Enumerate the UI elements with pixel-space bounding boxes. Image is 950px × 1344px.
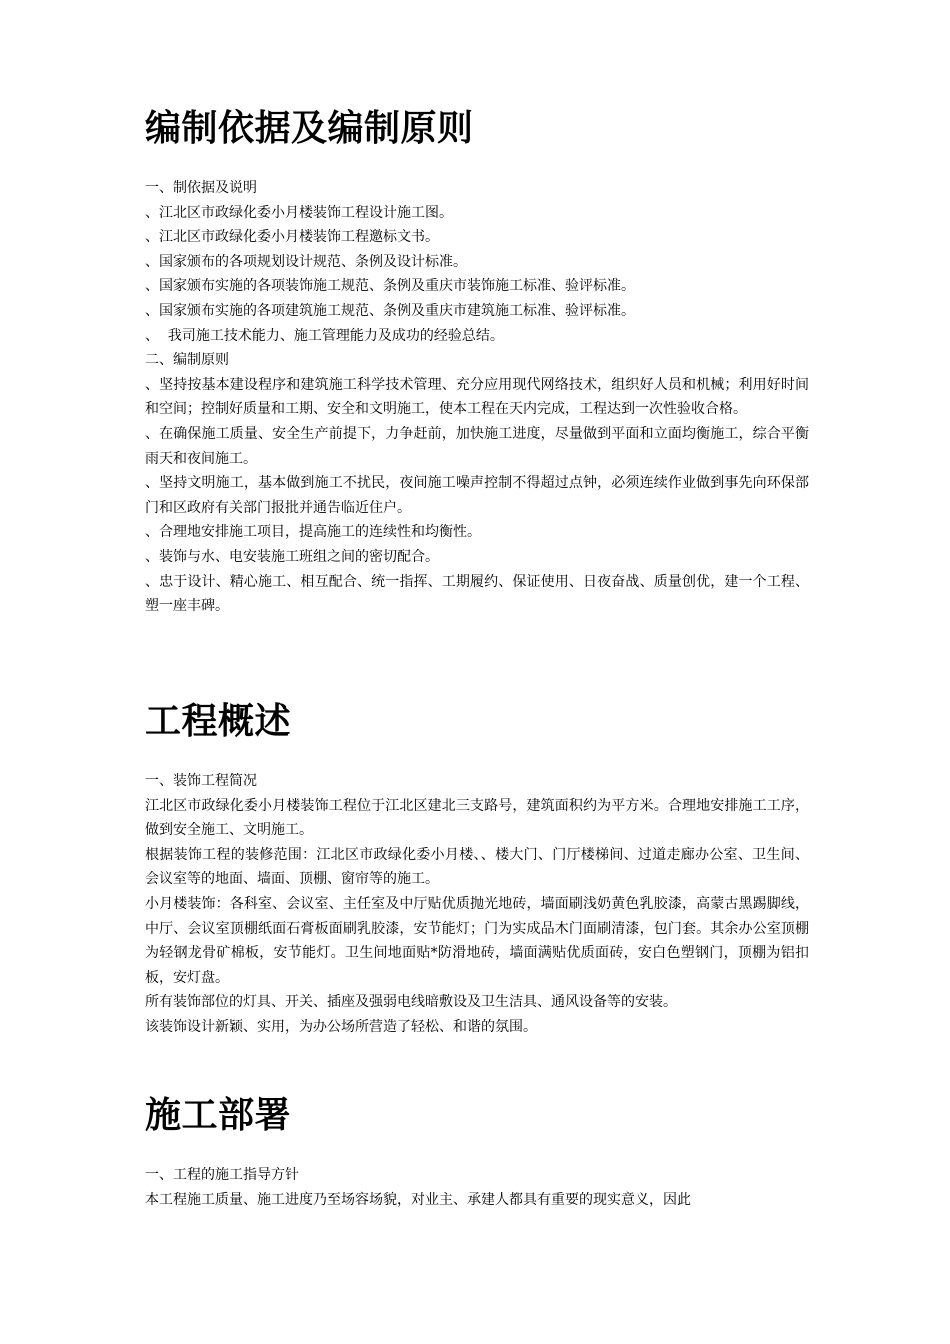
section-construction-deployment	[145, 1093, 809, 1212]
paragraph: 本工程施工质量、施工进度乃至场容场貌，对业主、承建人都具有重要的现实意义，因此	[145, 1191, 691, 1208]
paragraph: 江北区市政绿化委小月楼装饰工程位于江北区建北三支路号，建筑面积约为平方米。合理地安排施工工序，做到安全施工、文明施工。	[145, 797, 809, 839]
paragraph: 该装饰设计新颖、实用，为办公场所营造了轻松、和谐的氛围。	[145, 1018, 537, 1035]
paragraph: 、忠于设计、精心施工、相互配合、统一指挥、工期履约、保证使用、日夜奋战、质量创优，建一个工程、塑一座丰碑。	[145, 573, 809, 615]
paragraph: 、坚持按基本建设程序和建筑施工科学技术管理、充分应用现代网络技术，组织好人员和机械；利用好时间和空间；控制好质量和工期、安全和文明施工，使本工程在天内完成，工程达到一次性验收合格。	[145, 376, 809, 418]
paragraph: 、国家颁布实施的各项建筑施工规范、条例及重庆市建筑施工标准、验评标准。	[145, 302, 635, 319]
section-body	[145, 176, 809, 619]
paragraph: 、坚持文明施工，基本做到施工不扰民，夜间施工噪声控制不得超过点钟，必须连续作业做到事先向环保部门和区政府有关部门报批并通告临近住户。	[145, 475, 809, 516]
paragraph: 、江北区市政绿化委小月楼装饰工程设计施工图。	[145, 204, 453, 221]
paragraph: 所有装饰部位的灯具、开关、插座及强弱电线暗敷设及卫生洁具、通风设备等的安装。	[145, 994, 677, 1011]
section-heading: 工程概述	[145, 700, 292, 742]
paragraph: 、装饰与水、电安装施工班组之间的密切配合。	[145, 548, 439, 565]
paragraph: 、江北区市政绿化委小月楼装饰工程邀标文书。	[145, 229, 439, 246]
section-heading: 编制依据及编制原则	[145, 107, 474, 149]
paragraph: 、合理地安排施工项目，提高施工的连续性和均衡性。	[145, 524, 481, 541]
section-compilation-basis	[145, 106, 809, 619]
paragraph: 一、制依据及说明	[145, 180, 257, 196]
paragraph: 、 我司施工技术能力、施工管理能力及成功的经验总结。	[145, 327, 504, 344]
paragraph: 小月楼装饰：各科室、会议室、主任室及中厅贴优质抛光地砖，墙面刷浅奶黄色乳胶漆，高蒙古黑踢脚线，中厅、会议室顶棚纸面石膏板面刷乳胶漆，安节能灯；门为实成品木门面刷清漆，包门套。其余办公室顶棚为轻钢龙骨矿棉板，安节能灯。卫生间地面贴*防滑地砖，墙面满贴优质面砖，安白色塑钢门，顶棚为铝扣板，安灯盘。	[145, 895, 809, 986]
paragraph: 、国家颁布的各项规划设计规范、条例及设计标准。	[145, 253, 467, 270]
paragraph: 根据装饰工程的装修范围：江北区市政绿化委小月楼、、楼大门、门厅楼梯间、过道走廊办公室、卫生间、会议室等的地面、墙面、顶棚、窗帘等的施工。	[145, 846, 809, 888]
paragraph: 、国家颁布实施的各项装饰施工规范、条例及重庆市装饰施工标准、验评标准。	[145, 278, 635, 295]
paragraph: 、在确保施工质量、安全生产前提下，力争赶前，加快施工进度，尽量做到平面和立面均衡施工，综合平衡雨天和夜间施工。	[145, 425, 809, 467]
section-project-overview	[145, 699, 809, 1040]
paragraph: 一、工程的施工指导方针	[145, 1167, 299, 1183]
paragraph: 二、编制原则	[145, 352, 229, 369]
section-body	[145, 769, 809, 1040]
section-body	[145, 1163, 809, 1212]
paragraph: 一、装饰工程简况	[145, 773, 257, 789]
section-heading: 施工部署	[145, 1094, 292, 1136]
